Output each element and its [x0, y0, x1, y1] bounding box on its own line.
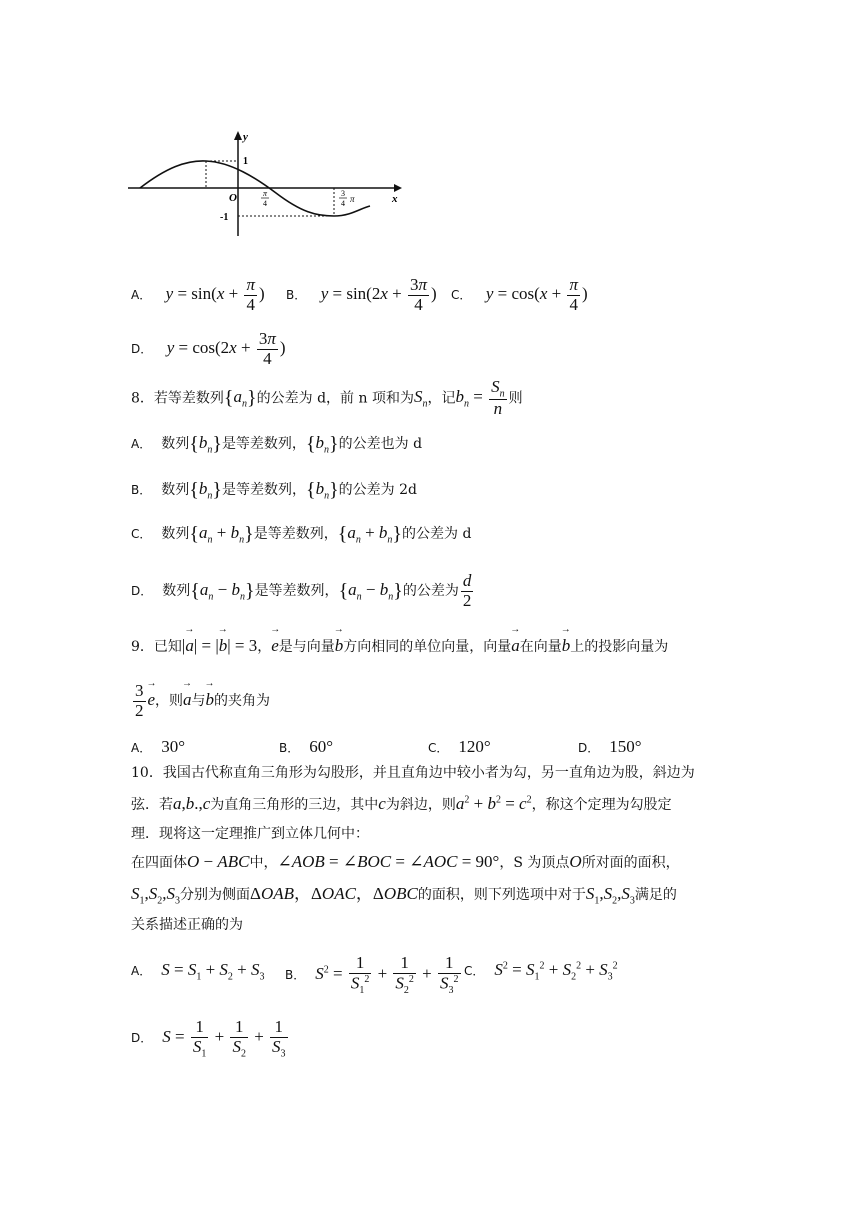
q10-line4-text-2: 中，	[249, 855, 278, 871]
three-pi4-pi: π	[350, 194, 355, 204]
pi4-denominator: 4	[263, 199, 267, 208]
one-label: 1	[243, 156, 248, 167]
q10-option-d[interactable]	[131, 1018, 290, 1059]
q10-option-a-label: A．	[131, 964, 152, 978]
q10-line5-text-3: 满足的	[634, 887, 677, 903]
q8-option-c-label: C．	[131, 527, 152, 541]
q8-option-b[interactable]	[131, 478, 417, 502]
q7-option-d-formula: y = cos(2x + $\frac{3\pi}{4}$ )	[166, 329, 286, 368]
q8-option-a-text-3: 的公差也为 d	[338, 436, 423, 452]
q10-s123-2: $S_1,S_2,S_3$	[585, 884, 635, 907]
q9-e-vector: → e	[271, 636, 279, 655]
q9-option-c[interactable]	[428, 737, 491, 757]
q7-option-b-label: B．	[286, 288, 307, 303]
q8-option-c-text-1: 数列	[161, 526, 190, 542]
q8-option-b-label: B．	[131, 483, 152, 497]
q10-line2-text-2: 为直角三角形的三边，其中	[210, 797, 379, 813]
q8-option-a[interactable]	[131, 432, 422, 456]
sine-graph	[126, 128, 406, 240]
q10-line-3: 理．现将这一定理推广到立体几何中：	[131, 826, 369, 842]
q10-line2-text-4: ，称这个定理为勾股定	[531, 797, 672, 813]
q9-stem-text-6: 上的投影向量为	[570, 639, 669, 655]
q8-option-d[interactable]	[131, 572, 475, 610]
q9-line2-text-3: 的夹角为	[214, 693, 271, 710]
q9-stem-text-2: ，	[257, 639, 272, 655]
q10-tetrahedron: O − ABC	[187, 852, 250, 871]
q9-stem-text-5: 在向量	[519, 639, 562, 655]
q8-option-d-text-1: 数列	[162, 583, 191, 600]
q9-option-a-value: 30°	[161, 737, 186, 756]
q10-option-b[interactable]	[285, 954, 463, 996]
q8-option-d-frac: $\frac{d}{2}$	[462, 571, 472, 610]
q7-option-c[interactable]	[451, 276, 588, 314]
q7-option-d-label: D．	[131, 342, 153, 357]
q10-angles: ∠AOB = ∠BOC = ∠AOC = 90°	[277, 852, 500, 871]
q10-option-b-label: B．	[285, 967, 306, 982]
q10-pythagoras: $a^2 + b^2 = c^2$	[455, 794, 532, 813]
q10-option-d-formula: S = $\frac{1}{S_1}$ + $\frac{1}{S_2}$ + $\frac{1}{S_3}$	[162, 1017, 286, 1060]
q9-option-d[interactable]	[578, 737, 642, 757]
q10-abc: a,b.,c	[173, 794, 211, 813]
q9-line-2	[131, 682, 270, 720]
minus-one-label: -1	[220, 212, 229, 223]
q8-option-d-seq-1: $\{a_n - b_n\}$	[190, 580, 255, 603]
q7-option-c-formula: y = cos(x + $\frac{\pi}{4}$ )	[485, 275, 588, 314]
q8-an: $\{a_n\}$	[223, 387, 257, 410]
q10-line4-text-3: ，S 为顶点	[499, 855, 570, 871]
q8-option-b-text-1: 数列	[161, 482, 190, 498]
q9-b-vector-3: → b	[206, 690, 215, 709]
q9-a-vector: → a	[511, 636, 520, 655]
y-label: y	[243, 131, 248, 143]
q7-option-a-label: A．	[131, 288, 152, 303]
q10-c: c	[378, 794, 386, 813]
q10-line4-text-1: 在四面体	[131, 855, 187, 871]
q10-line-6: 关系描述正确的为	[131, 917, 243, 933]
q8-option-a-text-1: 数列	[161, 436, 190, 452]
q9-option-a-label: A．	[131, 741, 152, 755]
q7-option-b[interactable]	[286, 276, 437, 314]
q10-line-1: 10．我国古代称直角三角形为勾股形，并且直角边中较小者为勾，另一直角边为股，斜边为	[131, 765, 695, 781]
q9-stem	[131, 636, 668, 656]
q8-bn-def: $b_n$ = $\frac{S_n}{n}$	[455, 377, 505, 419]
q8-option-d-text-2: 是等差数列，	[254, 583, 339, 600]
q10-option-a[interactable]	[131, 960, 265, 982]
q8-option-b-seq-1: $\{b_n\}$	[189, 479, 222, 502]
three-pi4-denominator: 4	[341, 199, 345, 208]
q7-option-d[interactable]	[131, 330, 286, 368]
q10-option-d-label: D．	[131, 1031, 153, 1046]
q10-line2-text-1: 弦．若	[131, 797, 173, 813]
q10-vertex-o: O	[569, 852, 582, 871]
q9-stem-text-4: 方向相同的单位向量，向量	[343, 639, 512, 655]
q8-option-c-seq-1: $\{a_n + b_n\}$	[189, 523, 254, 546]
q7-option-b-formula: y = sin(2x + $\frac{3\pi}{4}$ )	[320, 275, 437, 314]
x-axis-arrow	[394, 184, 402, 192]
three-pi4-numerator: 3	[341, 189, 345, 198]
q9-number: 9．	[131, 639, 154, 655]
q9-line2-text-2: 与	[191, 693, 206, 710]
q9-stem-text-1: 已知	[153, 639, 182, 655]
q10-option-c-formula: $S^2 = S_1^2 + S_2^2 + S_3^2$	[494, 960, 618, 983]
q10-line-5	[131, 884, 677, 907]
q8-option-b-text-2: 是等差数列，	[221, 482, 306, 498]
q8-option-d-seq-2: $\{a_n - b_n\}$	[338, 580, 403, 603]
q8-option-d-label: D．	[131, 584, 153, 599]
q10-option-b-formula: $S^2$ = $\frac{1}{S_1^2}$ + $\frac{1}{S_2^2}$ + $\frac{1}{S_3^2}$	[315, 953, 459, 996]
q8-stem	[131, 378, 523, 419]
q9-line2-text-1: ，则	[155, 693, 184, 710]
q8-option-a-seq-1: $\{b_n\}$	[189, 433, 222, 456]
q8-option-a-seq-2: $\{b_n\}$	[305, 433, 339, 456]
y-axis-arrow	[234, 131, 242, 140]
q9-b-vector-2: → b	[562, 636, 571, 655]
q8-option-a-label: A．	[131, 437, 152, 451]
q8-option-c-text-3: 的公差为 d	[402, 526, 472, 542]
pi4-numerator: π	[263, 189, 268, 198]
q8-option-d-text-3: 的公差为	[402, 583, 459, 600]
q10-line2-text-3: 为斜边，则	[385, 797, 456, 813]
q10-line5-text-1: 分别为侧面	[180, 887, 250, 903]
q8-stem-text-3: ，记	[427, 390, 456, 407]
q9-option-a[interactable]	[131, 737, 185, 757]
q9-option-b-label: B．	[279, 741, 300, 755]
q7-option-c-label: C．	[451, 288, 472, 303]
q8-stem-text-1: 若等差数列	[153, 390, 224, 407]
q8-stem-text-4: 则	[508, 390, 523, 407]
q8-stem-text-2: 的公差为 d，前 n 项和为	[256, 390, 414, 407]
q10-option-c-label: C．	[464, 964, 485, 978]
q9-a-vector-3: → a	[183, 690, 192, 709]
x-label: x	[392, 193, 398, 205]
q8-option-c-text-2: 是等差数列，	[253, 526, 338, 542]
q10-s123: $S_1,S_2,S_3$	[131, 884, 180, 907]
q8-option-c[interactable]	[131, 522, 471, 546]
q9-projection: $\frac{3}{2}$ → e	[131, 690, 155, 709]
q9-magnitudes: |→ a| = |→ b| = 3	[182, 636, 257, 655]
q7-option-a-formula: y = sin(x + $\frac{\pi}{4}$ )	[165, 275, 265, 314]
q8-option-b-seq-2: $\{b_n\}$	[305, 479, 339, 502]
q9-option-b-value: 60°	[309, 737, 334, 756]
q9-option-b[interactable]	[279, 737, 333, 757]
q9-b-vector: → b	[335, 636, 344, 655]
q8-option-c-seq-2: $\{a_n + b_n\}$	[337, 523, 403, 546]
q10-option-a-formula: $S = S_1 + S_2 + S_3$	[161, 960, 265, 983]
q10-faces: ΔOAB，ΔOAC，ΔOBC	[250, 884, 418, 903]
q8-option-a-text-2: 是等差数列，	[221, 436, 306, 452]
q10-line-2	[131, 794, 672, 814]
q9-stem-text-3: 是与向量	[278, 639, 335, 655]
q10-option-c[interactable]	[464, 960, 618, 982]
q8-sn: $S_n$	[413, 387, 428, 410]
q10-line-4	[131, 852, 680, 872]
q7-option-a[interactable]	[131, 276, 265, 314]
q9-option-d-label: D．	[578, 741, 600, 755]
q10-line4-text-4: 所对面的面积，	[581, 855, 680, 871]
q10-line5-text-2: 的面积，则下列选项中对于	[417, 887, 586, 903]
q9-option-c-value: 120°	[458, 737, 491, 756]
q9-option-c-label: C．	[428, 741, 449, 755]
q9-option-d-value: 150°	[609, 737, 642, 756]
origin-label: O	[229, 192, 237, 204]
q8-option-b-text-3: 的公差为 2d	[338, 482, 417, 498]
q8-number: 8．	[131, 390, 154, 407]
